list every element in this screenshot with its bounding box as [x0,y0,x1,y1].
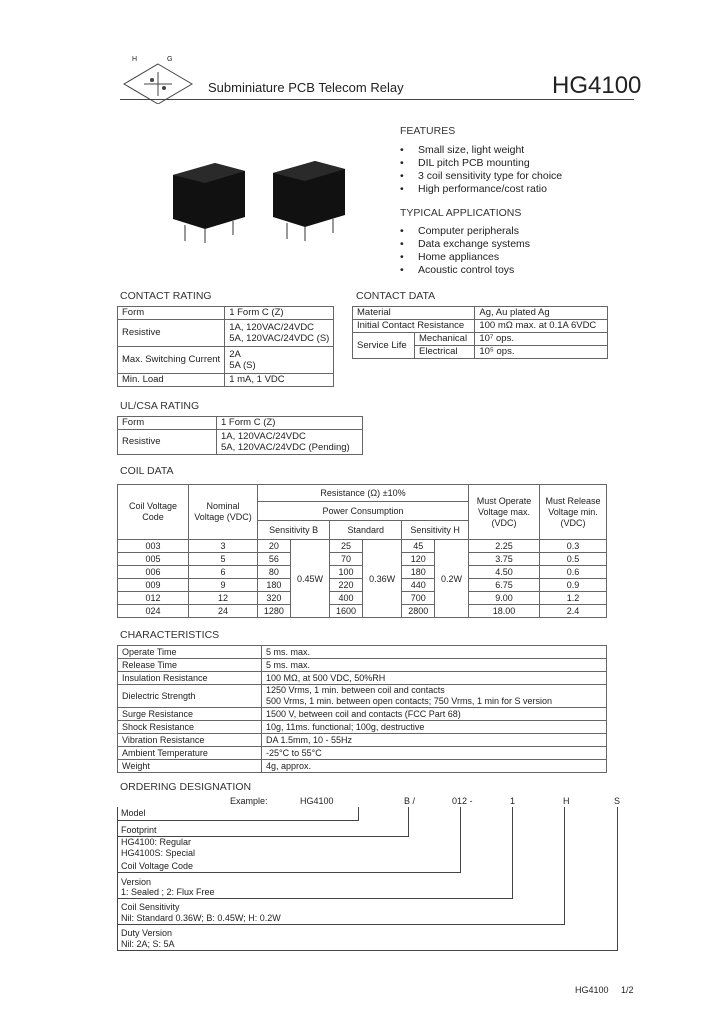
coil-data-title: COIL DATA [120,465,174,477]
ordering-version-value: 1: Sealed ; 2: Flux Free [121,887,215,897]
divider [117,924,565,925]
list-item: • Computer peripherals [400,225,530,238]
ordering-footprint: Footprint [121,825,157,835]
table-row: Dielectric Strength 1250 Vrms, 1 min. between coil and contacts 500 Vrms, 1 min. between open contacts; 750 Vrms, 1 min for S version [118,685,607,708]
table-row: Sensitivity B Standard Sensitivity H [118,521,607,540]
table-row: 024 24 1280 1600 2800 18.00 2.4 [118,605,607,618]
features-list [400,144,562,196]
ordering-sensitivity-value: Nil: Standard 0.36W; B: 0.45W; H: 0.2W [121,913,281,923]
table-row: Resistive 1A, 120VAC/24VDC 5A, 120VAC/24VDC (S) [118,320,334,347]
features-title: FEATURES [400,125,456,137]
divider [117,950,618,951]
ordering-duty-value: Nil: 2A; S: 5A [121,939,175,949]
divider [117,872,461,873]
contact-rating-title: CONTACT RATING [120,290,212,302]
table-row: Form 1 Form C (Z) [118,307,334,320]
divider [117,898,513,899]
company-logo [118,56,203,104]
list-item: • Data exchange systems [400,238,530,251]
table-row: Insulation Resistance 100 MΩ, at 500 VDC, 50%RH [118,672,607,685]
table-row: 003 3 20 0.45W 25 0.36W 45 0.2W 2.25 0.3 [118,540,607,553]
table-row: Min. Load 1 mA, 1 VDC [118,374,334,387]
footer-page: 1/2 [621,985,634,995]
table-row: Material Ag, Au plated Ag [353,307,608,320]
characteristics-table [117,645,607,773]
table-row: Power Consumption [118,502,607,521]
part-coil: 012 - [452,796,473,806]
contact-rating-table [117,306,334,387]
applications-title: TYPICAL APPLICATIONS [400,207,522,219]
table-row: Surge Resistance 1500 V, between coil and contacts (FCC Part 68) [118,708,607,721]
divider [117,807,118,950]
table-row: Release Time 5 ms. max. [118,659,607,672]
ordering-fp1: HG4100: Regular [121,837,192,847]
table-row: Service Life Mechanical 10⁷ ops. [353,333,608,346]
table-row: 005 5 56 70 120 3.75 0.5 [118,553,607,566]
model-title: HG4100 [552,72,642,99]
contact-data-title: CONTACT DATA [356,290,436,302]
header-rule [120,99,634,100]
table-row: 006 6 80 100 180 4.50 0.6 [118,566,607,579]
coil-data-table [117,484,607,618]
relay-photo [165,155,355,245]
part-sensitivity: B / [404,796,416,806]
table-row: Operate Time 5 ms. max. [118,646,607,659]
table-row: Form 1 Form C (Z) [118,417,363,430]
list-item: • Small size, light weight [400,144,562,157]
table-row: Weight 4g, approx. [118,760,607,773]
characteristics-title: CHARACTERISTICS [120,629,220,641]
logo-text: HG [132,56,203,63]
connector-line [564,807,565,925]
ordering-duty: Duty Version [121,928,173,938]
part-model: HG4100 [300,796,334,806]
table-row: Ambient Temperature -25°C to 55°C [118,747,607,760]
list-item: • Home appliances [400,251,530,264]
applications-list [400,225,530,277]
example-label: Example: [230,796,268,806]
table-row: Resistive 1A, 120VAC/24VDC 5A, 120VAC/24VDC (Pending) [118,430,363,455]
part-version: 1 [510,796,516,806]
connector-line [617,807,618,951]
list-item: • DIL pitch PCB mounting [400,157,562,170]
divider [117,820,359,821]
table-row: 009 9 180 220 440 6.75 0.9 [118,579,607,592]
ordering-version: Version [121,877,152,887]
list-item: • High performance/cost ratio [400,183,562,196]
list-item: • 3 coil sensitivity type for choice [400,170,562,183]
ordering-title: ORDERING DESIGNATION [120,781,252,793]
ordering-coil-code: Coil Voltage Code [121,861,194,871]
table-row: 012 12 320 400 700 9.00 1.2 [118,592,607,605]
ordering-model: Model [121,808,146,818]
table-row: Max. Switching Current 2A 5A (S) [118,347,334,374]
part-sens-code: H [563,796,570,806]
part-duty: S [614,796,621,806]
table-row: Vibration Resistance DA 1.5mm, 10 - 55Hz [118,734,607,747]
page-subtitle: Subminiature PCB Telecom Relay [208,80,404,95]
ordering-sensitivity: Coil Sensitivity [121,902,180,912]
footer-model: HG4100 [575,985,609,995]
table-row: Electrical 10⁵ ops. [353,346,608,359]
ul-rating-title: UL/CSA RATING [120,400,200,412]
connector-line [512,807,513,899]
table-row: Initial Contact Resistance 100 mΩ max. at 0.1A 6VDC [353,320,608,333]
connector-line [408,807,409,837]
table-row: Coil Voltage Code Nominal Voltage (VDC) Resistance (Ω) ±10% Must Operate Voltage max. (VDC) Must Release Voltage min. (VDC) [118,485,607,502]
table-row: Shock Resistance 10g, 11ms. functional; 100g, destructive [118,721,607,734]
list-item: • Acoustic control toys [400,264,530,277]
contact-data-table [352,306,608,359]
connector-line [460,807,461,873]
ordering-fp2: HG4100S: Special [121,848,196,858]
ul-rating-table [117,416,363,455]
connector-line [358,807,359,821]
